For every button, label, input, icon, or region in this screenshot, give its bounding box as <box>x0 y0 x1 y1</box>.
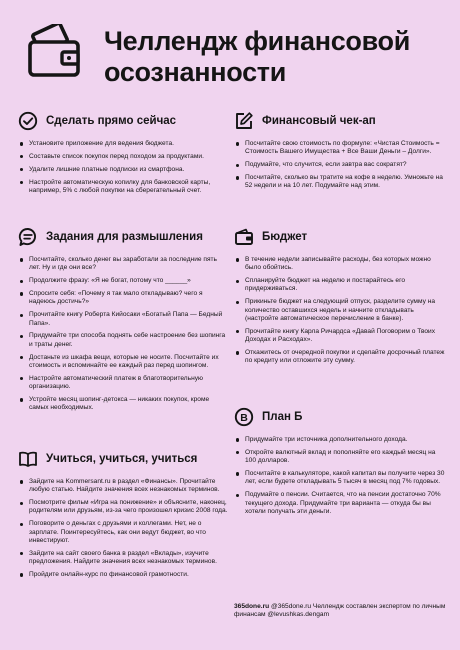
item-list <box>18 256 228 413</box>
section-header <box>234 226 446 248</box>
list-item: Устройте месяц шопинг-детокса — никаких покупок, кроме самых необходимых. <box>18 396 228 413</box>
list-item: Откажитесь от очередной покупки и сделайте досрочный платеж по кредиту или отложите эту сумму. <box>234 349 446 366</box>
list-item: Спросите себя: «Почему я так мало откладываю? чего я надеюсь достичь?» <box>18 290 228 307</box>
list-item: Установите приложение для ведения бюджета. <box>18 140 228 148</box>
list-item: Удалите лишние платные подписки из смартфона. <box>18 166 228 174</box>
item-list <box>18 478 228 579</box>
list-item: Продолжите фразу: «Я не богат, потому что ______» <box>18 277 228 285</box>
section-title: Бюджет <box>262 231 308 243</box>
item-list <box>18 140 228 195</box>
list-item: Пройдите онлайн-курс по финансовой грамотности. <box>18 571 228 579</box>
list-item: Прикиньте бюджет на следующий отпуск, разделите сумму на количество оставшихся недель и начните откладывать (настройте автоматическое перечисление в банке). <box>234 298 446 323</box>
wallet-icon <box>234 227 254 247</box>
footer-brand[interactable]: 365done.ru <box>234 603 270 610</box>
page-title-line2: осознанности <box>104 57 287 87</box>
list-item: Придумайте три способа поднять себе настроение без шопинга и траты денег. <box>18 332 228 349</box>
footer-text: @365done.ru Челлендж составлен экспертом по личным финансам @levushkas.dengam <box>234 603 446 619</box>
pencil-square-icon <box>234 111 254 131</box>
section-header <box>18 110 228 132</box>
section-plan-b <box>234 406 446 521</box>
section-title: Сделать прямо сейчас <box>46 115 177 127</box>
list-item: Настройте автоматическую копилку для банковской карты, например, 5% с любой покупки на сберегательный счет. <box>18 179 228 196</box>
list-item: Откройте валютный вклад и пополняйте его каждый месяц на 100 долларов. <box>234 449 446 466</box>
item-list <box>234 140 446 191</box>
section-title: Учиться, учиться, учиться <box>46 453 198 465</box>
item-list <box>234 436 446 516</box>
section-header <box>234 406 446 428</box>
page-title-line1: Челлендж финансовой <box>104 26 411 56</box>
list-item: Придумайте три источника дополнительного дохода. <box>234 436 446 444</box>
section-title: План Б <box>262 411 303 423</box>
header <box>18 16 448 96</box>
item-list <box>234 256 446 366</box>
section-header <box>18 226 228 248</box>
section-budget <box>234 226 446 370</box>
check-circle-icon <box>18 111 38 131</box>
list-item: Посчитайте, сколько денег вы заработали за последние пять лет. Ну и где они все? <box>18 256 228 273</box>
speech-bubble-icon <box>18 227 38 247</box>
list-item: Прочитайте книгу Карла Ричардса «Давай Поговорим о Твоих Доходах и Расходах». <box>234 328 446 345</box>
list-item: Посчитайте, сколько вы тратите на кофе в неделю. Умножьте на 52 недели и на 10 лет. Подумайте над этим. <box>234 174 446 191</box>
section-reflection <box>18 226 228 417</box>
section-header <box>18 448 228 470</box>
list-item: Зайдите на сайт своего банка в раздел «Вклады», изучите предложения. Найдите значения всех незнакомых терминов. <box>18 550 228 567</box>
wallet-logo-icon <box>26 24 84 80</box>
list-item: Составьте список покупок перед походом за продуктами. <box>18 153 228 161</box>
list-item: Подумайте о пенсии. Считается, что на пенсии достаточно 70% текущего дохода. Придумайте три варианта — откуда бы вы хотели получать эти деньги. <box>234 491 446 516</box>
svg-text:B: B <box>240 412 248 424</box>
list-item: Настройте автоматический платеж в благотворительную организацию. <box>18 375 228 392</box>
letter-b-circle-icon <box>234 407 254 427</box>
section-learn <box>18 448 228 584</box>
section-checkup <box>234 110 446 195</box>
section-title: Финансовый чек-ап <box>262 115 376 127</box>
list-item: Спланируйте бюджет на неделю и постарайтесь его придерживаться. <box>234 277 446 294</box>
list-item: Поговорите о деньгах с друзьями и коллегами. Нет, не о зарплате. Поинтересуйтесь, как они ведут бюджет, во что инвестируют. <box>18 520 228 545</box>
list-item: Посчитайте свою стоимость по формуле: «Чистая Стоимость = Стоимость Вашего Имущества + Все Ваши Деньги – Долги». <box>234 140 446 157</box>
footer-credit <box>234 603 446 620</box>
open-book-icon <box>18 449 38 469</box>
page-title <box>104 26 410 88</box>
section-title: Задания для размышления <box>46 231 203 243</box>
list-item: Достаньте из шкафа вещи, которые не носите. Посчитайте их стоимость и вспоминайте ее каждый раз перед шопингом. <box>18 354 228 371</box>
list-item: В течение недели записывайте расходы, без которых можно было обойтись. <box>234 256 446 273</box>
list-item: Посчитайте в калькуляторе, какой капитал вы получите через 30 лет, если будете откладывать 5 тысяч в месяц под 7% годовых. <box>234 470 446 487</box>
list-item: Прочитайте книгу Роберта Кийосаки «Богатый Папа — Бедный Папа». <box>18 311 228 328</box>
section-do-now <box>18 110 228 200</box>
list-item: Зайдите на Kommersant.ru в раздел «Финансы». Прочитайте любую статью. Найдите значения всех незнакомых терминов. <box>18 478 228 495</box>
section-header <box>234 110 446 132</box>
list-item: Посмотрите фильм «Игра на понижение» и объясните, наконец, родителям или друзьям, из-за чего произошел кризис 2008 года. <box>18 499 228 516</box>
list-item: Подумайте, что случится, если завтра вас сократят? <box>234 161 446 169</box>
